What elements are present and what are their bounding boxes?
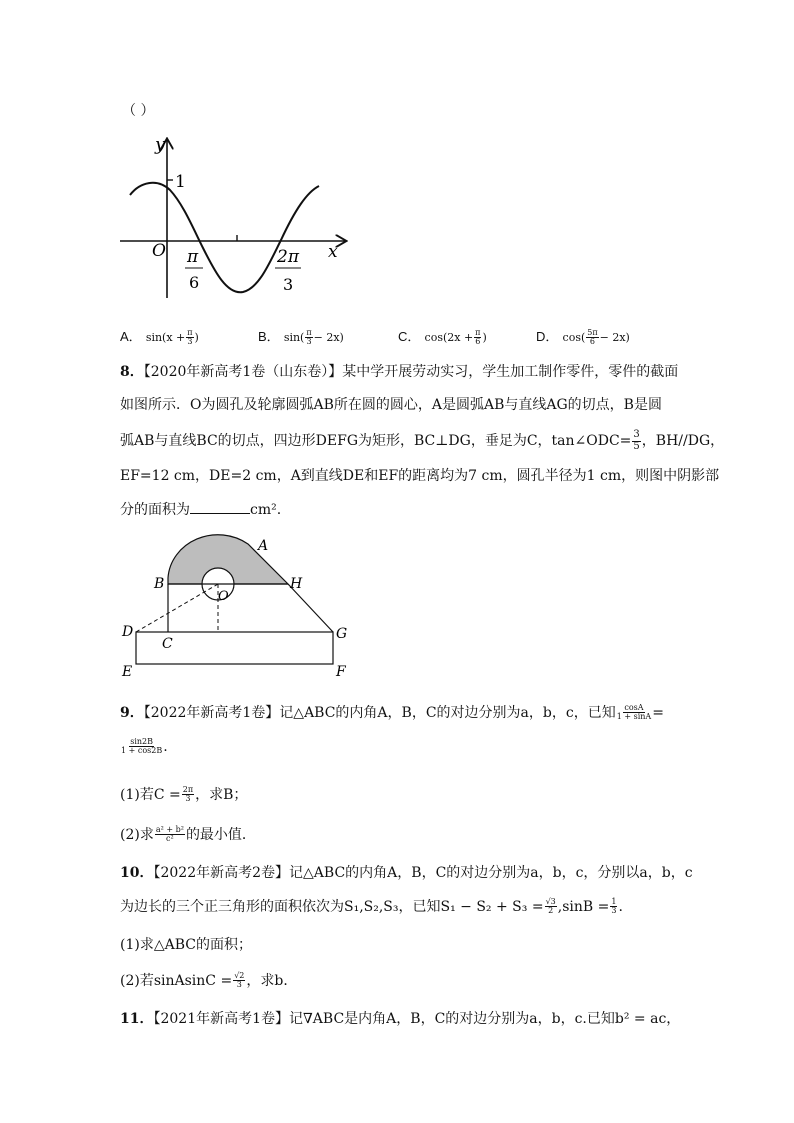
one-label: 1 <box>175 172 186 192</box>
svg-text:O: O <box>218 589 229 604</box>
question-10-part-1: (1)求△ABC的面积； <box>120 937 252 953</box>
x-label: x <box>328 242 338 262</box>
question-9-part-2: (2)求 $\frac{\text{a² + b²}}{\text{c²}}$ 的最小值． <box>120 825 256 844</box>
question-9-line-1: 9．【2022年新高考1卷】记△ABC的内角A，B，C的对边分别为a，b，c，已知 $\frac{\cos A}{1 + \sin A}$ = <box>120 703 664 722</box>
svg-text:B: B <box>154 576 165 592</box>
question-9-line-2: $\frac{\sin 2B}{1 + \cos 2B}$ . <box>121 737 168 756</box>
option-c[interactable]: C． cos(2x + $\frac{\pi}{6}$ ) <box>398 327 487 346</box>
answer-blank <box>190 501 250 514</box>
svg-text:F: F <box>336 664 346 680</box>
svg-text:G: G <box>336 626 348 642</box>
svg-text:A: A <box>258 538 269 554</box>
svg-text:C: C <box>162 636 173 652</box>
question-10-line-1: 10．【2022年新高考2卷】记△ABC的内角A，B，C的对边分别为a，b，c，分别以a，b，c <box>120 865 693 881</box>
question-8-line-5: 分的面积为 cm². <box>120 502 282 518</box>
question-8-line-3: 弧AB与直线BC的切点，四边形DEFG为矩形，BC⊥DG，垂足为C，tan∠ODC= $\frac{3}{5}$ ，BH//DG， <box>120 429 725 452</box>
option-d[interactable]: D． cos( $\frac{5\pi}{6}$ − 2x) <box>536 327 630 346</box>
question-11-line-1: 11．【2021年新高考1卷】记∇ABC是内角A，B，C的对边分别为a，b，c.已知b² = ac， <box>120 1011 681 1027</box>
question-8-line-1: 8．【2020年新高考1卷（山东卷）】某中学开展劳动实习，学生加工制作零件，零件的截面 <box>120 364 679 380</box>
answer-parentheses: （ ） <box>122 103 155 119</box>
question-10-line-2: 为边长的三个正三角形的面积依次为S₁,S₂,S₃，已知S₁ − S₂ + S₃ = $\frac{√3}{2}$ ,sinB = $\frac{1}{3}$ . <box>120 897 623 916</box>
question-8-line-4: EF=12 cm，DE=2 cm，A到直线DE和EF的距离均为7 cm，圆孔半径为1 cm，则图中阴影部 <box>120 468 720 484</box>
question-10-part-2: (2)若sinAsinC = $\frac{√2}{3}$ ，求b． <box>120 971 298 990</box>
six-label: 6 <box>189 273 200 292</box>
option-b[interactable]: B． sin( $\frac{\pi}{3}$ − 2x) <box>258 327 344 346</box>
two-pi-label: 2π <box>277 247 299 267</box>
option-a[interactable]: A． sin(x + $\frac{\pi}{3}$ ) <box>120 327 199 346</box>
svg-text:E: E <box>122 664 133 680</box>
three-label: 3 <box>283 275 294 294</box>
part-cross-section-figure <box>118 530 358 680</box>
origin-label: O <box>152 241 166 261</box>
y-label: y <box>155 134 166 155</box>
svg-text:D: D <box>122 624 134 640</box>
question-9-part-1: (1)若C = $\frac{2\pi}{3}$ ，求B； <box>120 785 248 804</box>
cosine-graph <box>115 130 355 305</box>
question-8-line-2: 如图所示．O为圆孔及轮廓圆弧AB所在圆的圆心，A是圆弧AB与直线AG的切点，B是圆 <box>120 397 662 413</box>
pi-label: π <box>187 247 199 267</box>
svg-text:H: H <box>290 576 303 592</box>
